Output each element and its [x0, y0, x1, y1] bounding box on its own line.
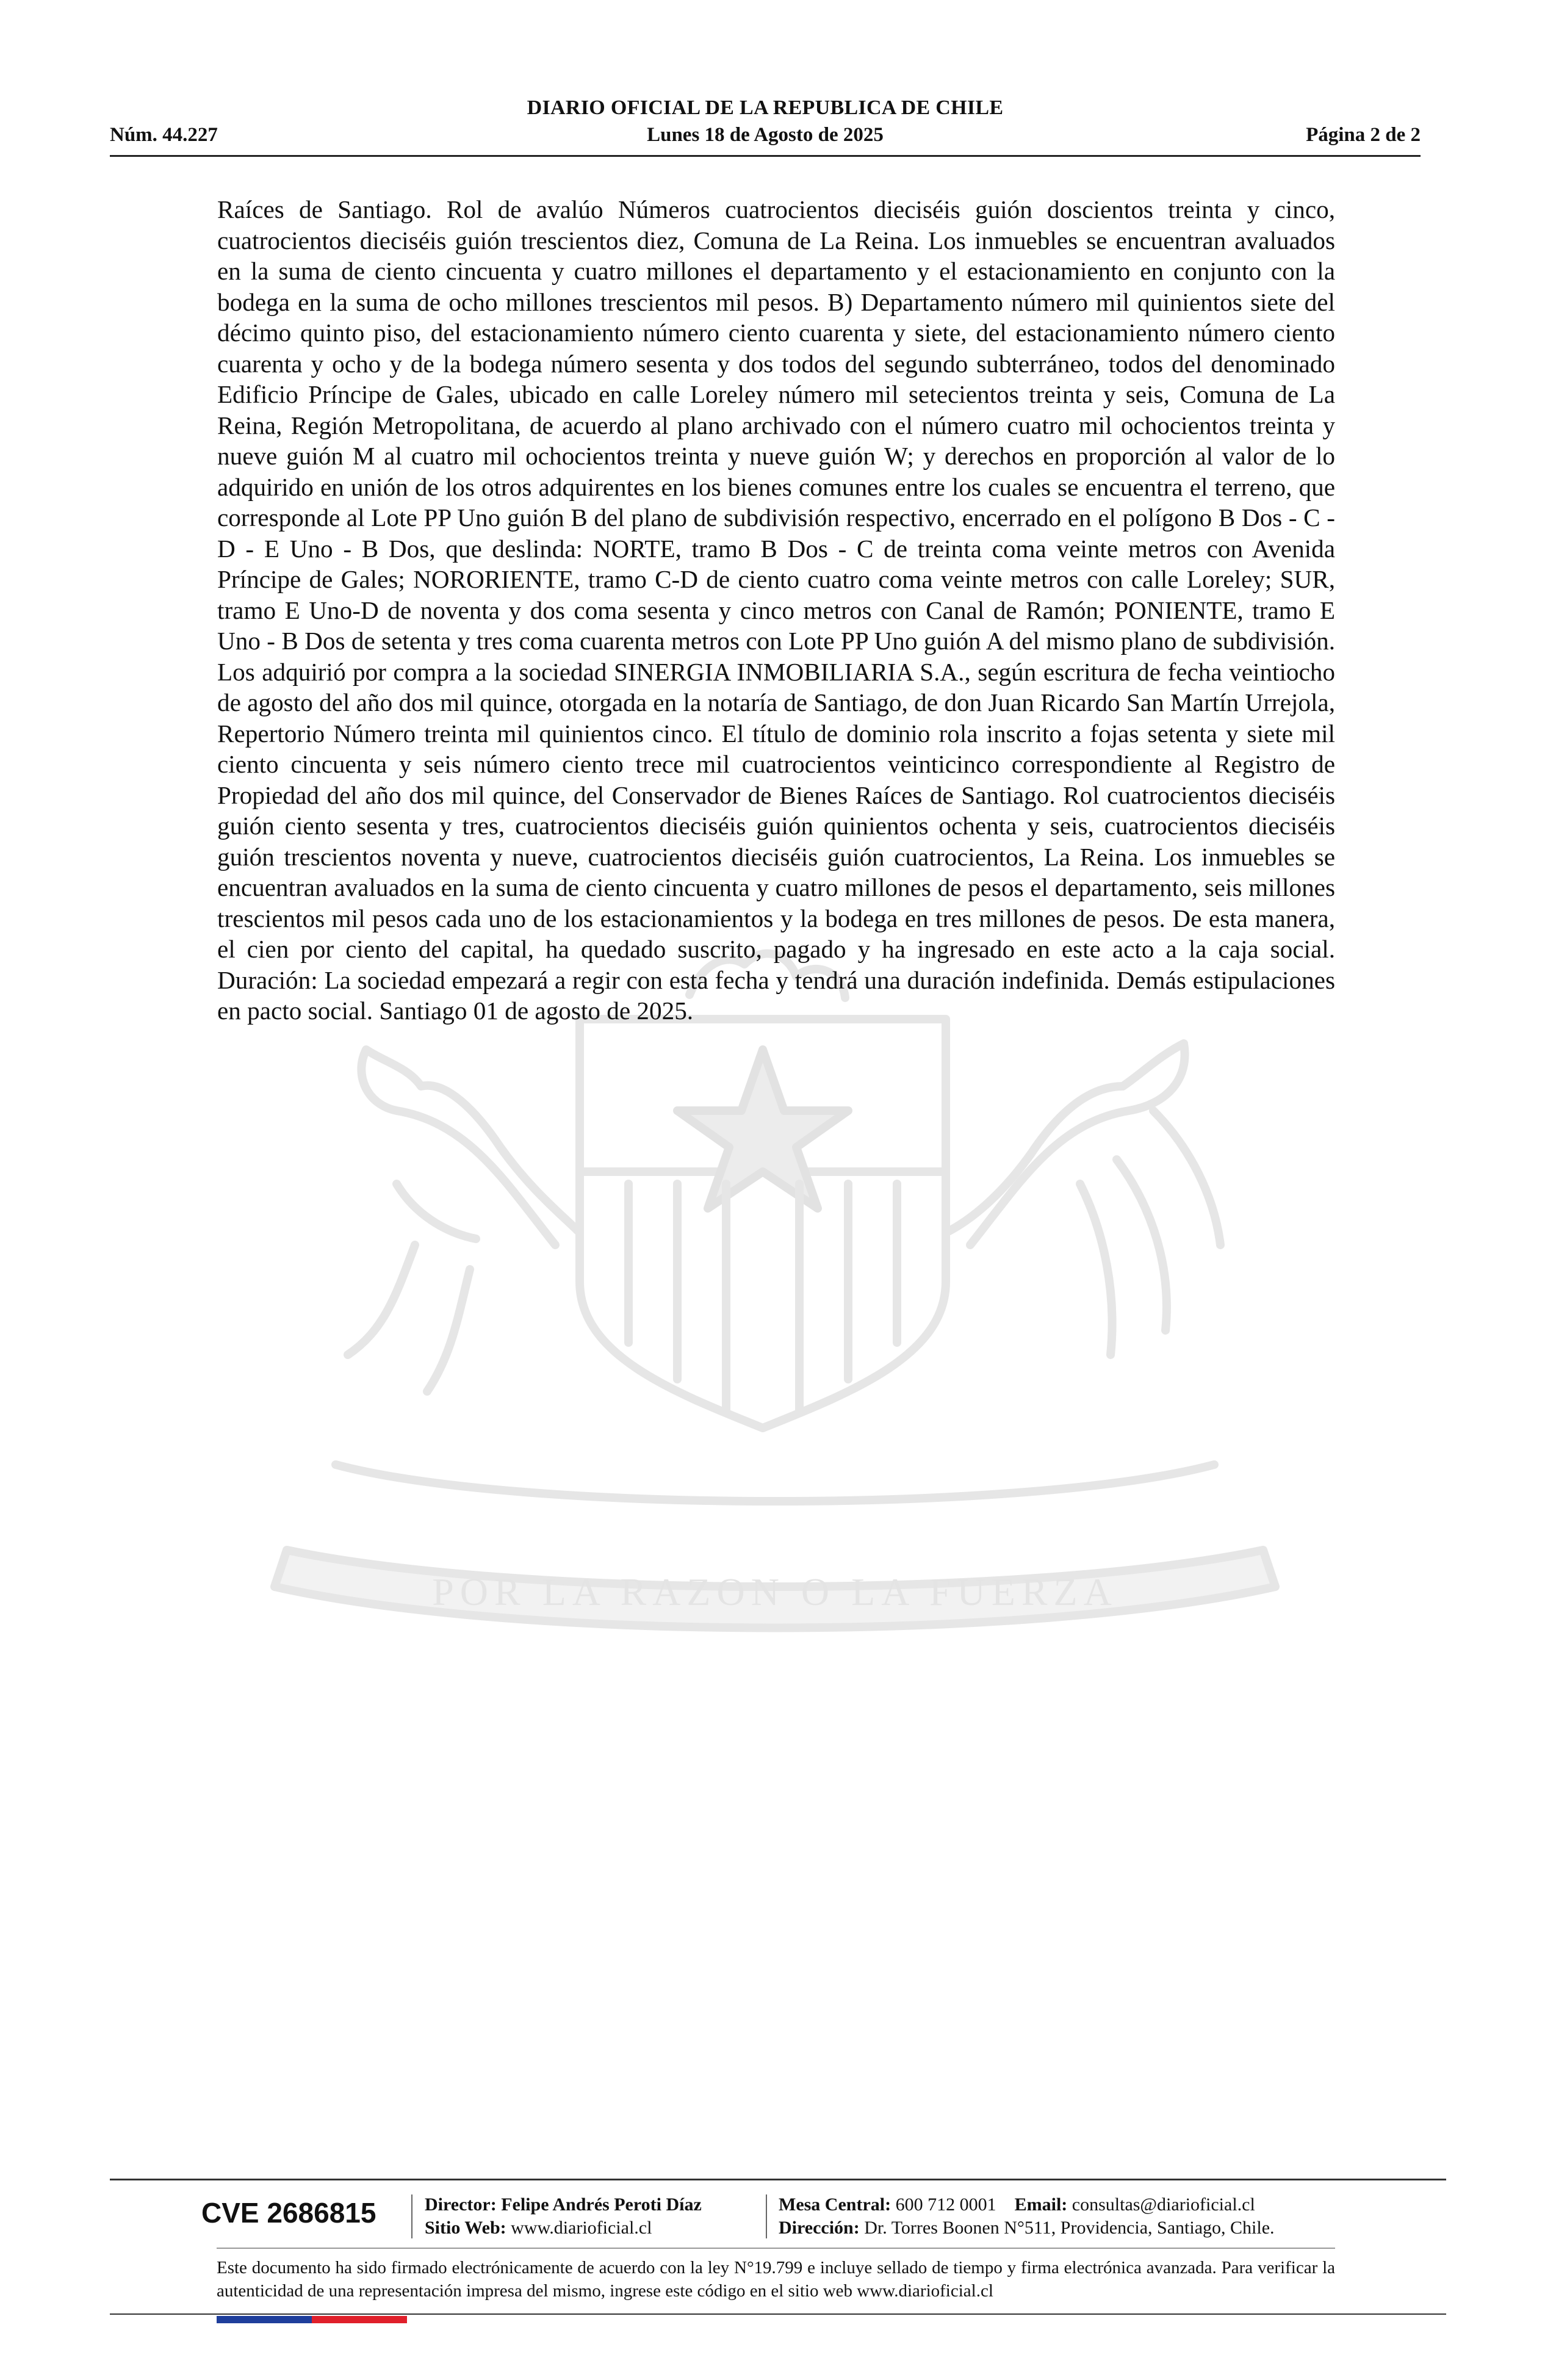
- email-label: Email:: [1014, 2194, 1068, 2215]
- watermark-motto: POR LA RAZON O LA FUERZA: [432, 1570, 1118, 1614]
- newspaper-title: DIARIO OFICIAL DE LA REPUBLICA DE CHILE: [527, 96, 1004, 119]
- footer-divider-mid: [217, 2248, 1335, 2249]
- chilean-coat-of-arms-icon: [214, 928, 1336, 1660]
- director-name: Felipe Andrés Peroti Díaz: [501, 2194, 702, 2215]
- footer-director-block: [425, 2193, 702, 2240]
- cve-code: CVE 2686815: [201, 2197, 376, 2229]
- site-label: Sitio Web:: [425, 2218, 506, 2238]
- footer-contact-block: [779, 2193, 1275, 2240]
- footer-separator: [766, 2194, 767, 2238]
- signature-note: Este documento ha sido firmado electrónicamente de acuerdo con la ley N°19.799 e incluye sellado de tiempo y firma electrónica avanzada. Para verificar la autenticidad de una representación impresa del mismo, ingrese este código en el sitio web www.diarioficial.cl: [217, 2258, 1335, 2301]
- page-header: [110, 95, 1421, 151]
- site-link[interactable]: www.diarioficial.cl: [511, 2218, 652, 2238]
- flag-color-bar: [217, 2316, 407, 2323]
- flag-red-segment: [312, 2316, 407, 2323]
- document-body: Raíces de Santiago. Rol de avalúo Números cuatrocientos dieciséis guión doscientos treinta y cinco, cuatrocientos dieciséis guión trescientos diez, Comuna de La Reina. Los inmuebles se encuentran avaluados en la suma de ciento cincuenta y cuatro millones el departamento y el estacionamiento en conjunto con la bodega en la suma de ocho millones trescientos mil pesos. B) Departamento número mil quinientos siete del décimo quinto piso, del estacionamiento número ciento cuarenta y siete, del estacionamiento número ciento cuarenta y ocho y de la bodega número sesenta y dos todos del segundo subterráneo, todos del denominado Edificio Príncipe de Gales, ubicado en calle Loreley número mil setecientos treinta y seis, Comuna de La Reina, Región Metropolitana, de acuerdo al plano archivado con el número cuatro mil ochocientos treinta y nueve guión M al cuatro mil ochocientos treinta y nueve guión W; y derechos en proporción al valor de lo adquirido en unión de los otros adquirentes en los bienes comunes entre los cuales se encuentra el terreno, que corresponde al Lote PP Uno guión B del plano de subdivisión respectivo, encerrado en el polígono B Dos - C - D - E Uno - B Dos, que deslinda: NORTE, tramo B Dos - C de treinta coma veinte metros con Avenida Príncipe de Gales; NORORIENTE, tramo C-D de ciento cuatro coma veinte metros con calle Loreley; SUR, tramo E Uno-D de noventa y dos coma sesenta y cinco metros con Canal de Ramón; PONIENTE, tramo E Uno - B Dos de setenta y tres coma cuarenta metros con Lote PP Uno guión A del mismo plano de subdivisión. Los adquirió por compra a la sociedad SINERGIA INMOBILIARIA S.A., según escritura de fecha veintiocho de agosto del año dos mil quince, otorgada en la notaría de Santiago, de don Juan Ricardo San Martín Urrejola, Repertorio Número treinta mil quinientos cinco. El título de dominio rola inscrito a fojas setenta y siete mil ciento cincuenta y seis número ciento trece mil cuatrocientos veinticinco correspondiente al Registro de Propiedad del año dos mil quince, del Conservador de Bienes Raíces de Santiago. Rol cuatrocientos dieciséis guión ciento sesenta y tres, cuatrocientos dieciséis guión quinientos ochenta y seis, cuatrocientos dieciséis guión trescientos noventa y nueve, cuatrocientos dieciséis guión cuatrocientos, La Reina. Los inmuebles se encuentran avaluados en la suma de ciento cincuenta y cuatro millones de pesos el departamento, seis millones trescientos mil pesos cada uno de los estacionamientos y la bodega en tres millones de pesos. De esta manera, el cien por ciento del capital, ha quedado suscrito, pagado y ha ingresado en este acto a la caja social. Duración: La sociedad empezará a regir con esta fecha y tendrá una duración indefinida. Demás estipulaciones en pacto social. Santiago 01 de agosto de 2025.: [217, 195, 1335, 1025]
- issue-date: Lunes 18 de Agosto de 2025: [647, 124, 884, 146]
- issue-number: Núm. 44.227: [110, 124, 218, 146]
- page-indicator: Página 2 de 2: [1306, 124, 1421, 146]
- address-value: Dr. Torres Boonen N°511, Providencia, Santiago, Chile.: [864, 2218, 1275, 2238]
- footer-divider-bottom: [110, 2313, 1446, 2315]
- footer-separator: [411, 2194, 412, 2238]
- mesa-phone: 600 712 0001: [895, 2194, 996, 2215]
- flag-blue-segment: [217, 2316, 312, 2323]
- address-label: Dirección:: [779, 2218, 860, 2238]
- director-label: Director:: [425, 2194, 497, 2215]
- header-divider: [110, 155, 1421, 157]
- footer-divider-top: [110, 2179, 1446, 2180]
- mesa-label: Mesa Central:: [779, 2194, 891, 2215]
- email-link[interactable]: consultas@diarioficial.cl: [1072, 2194, 1255, 2215]
